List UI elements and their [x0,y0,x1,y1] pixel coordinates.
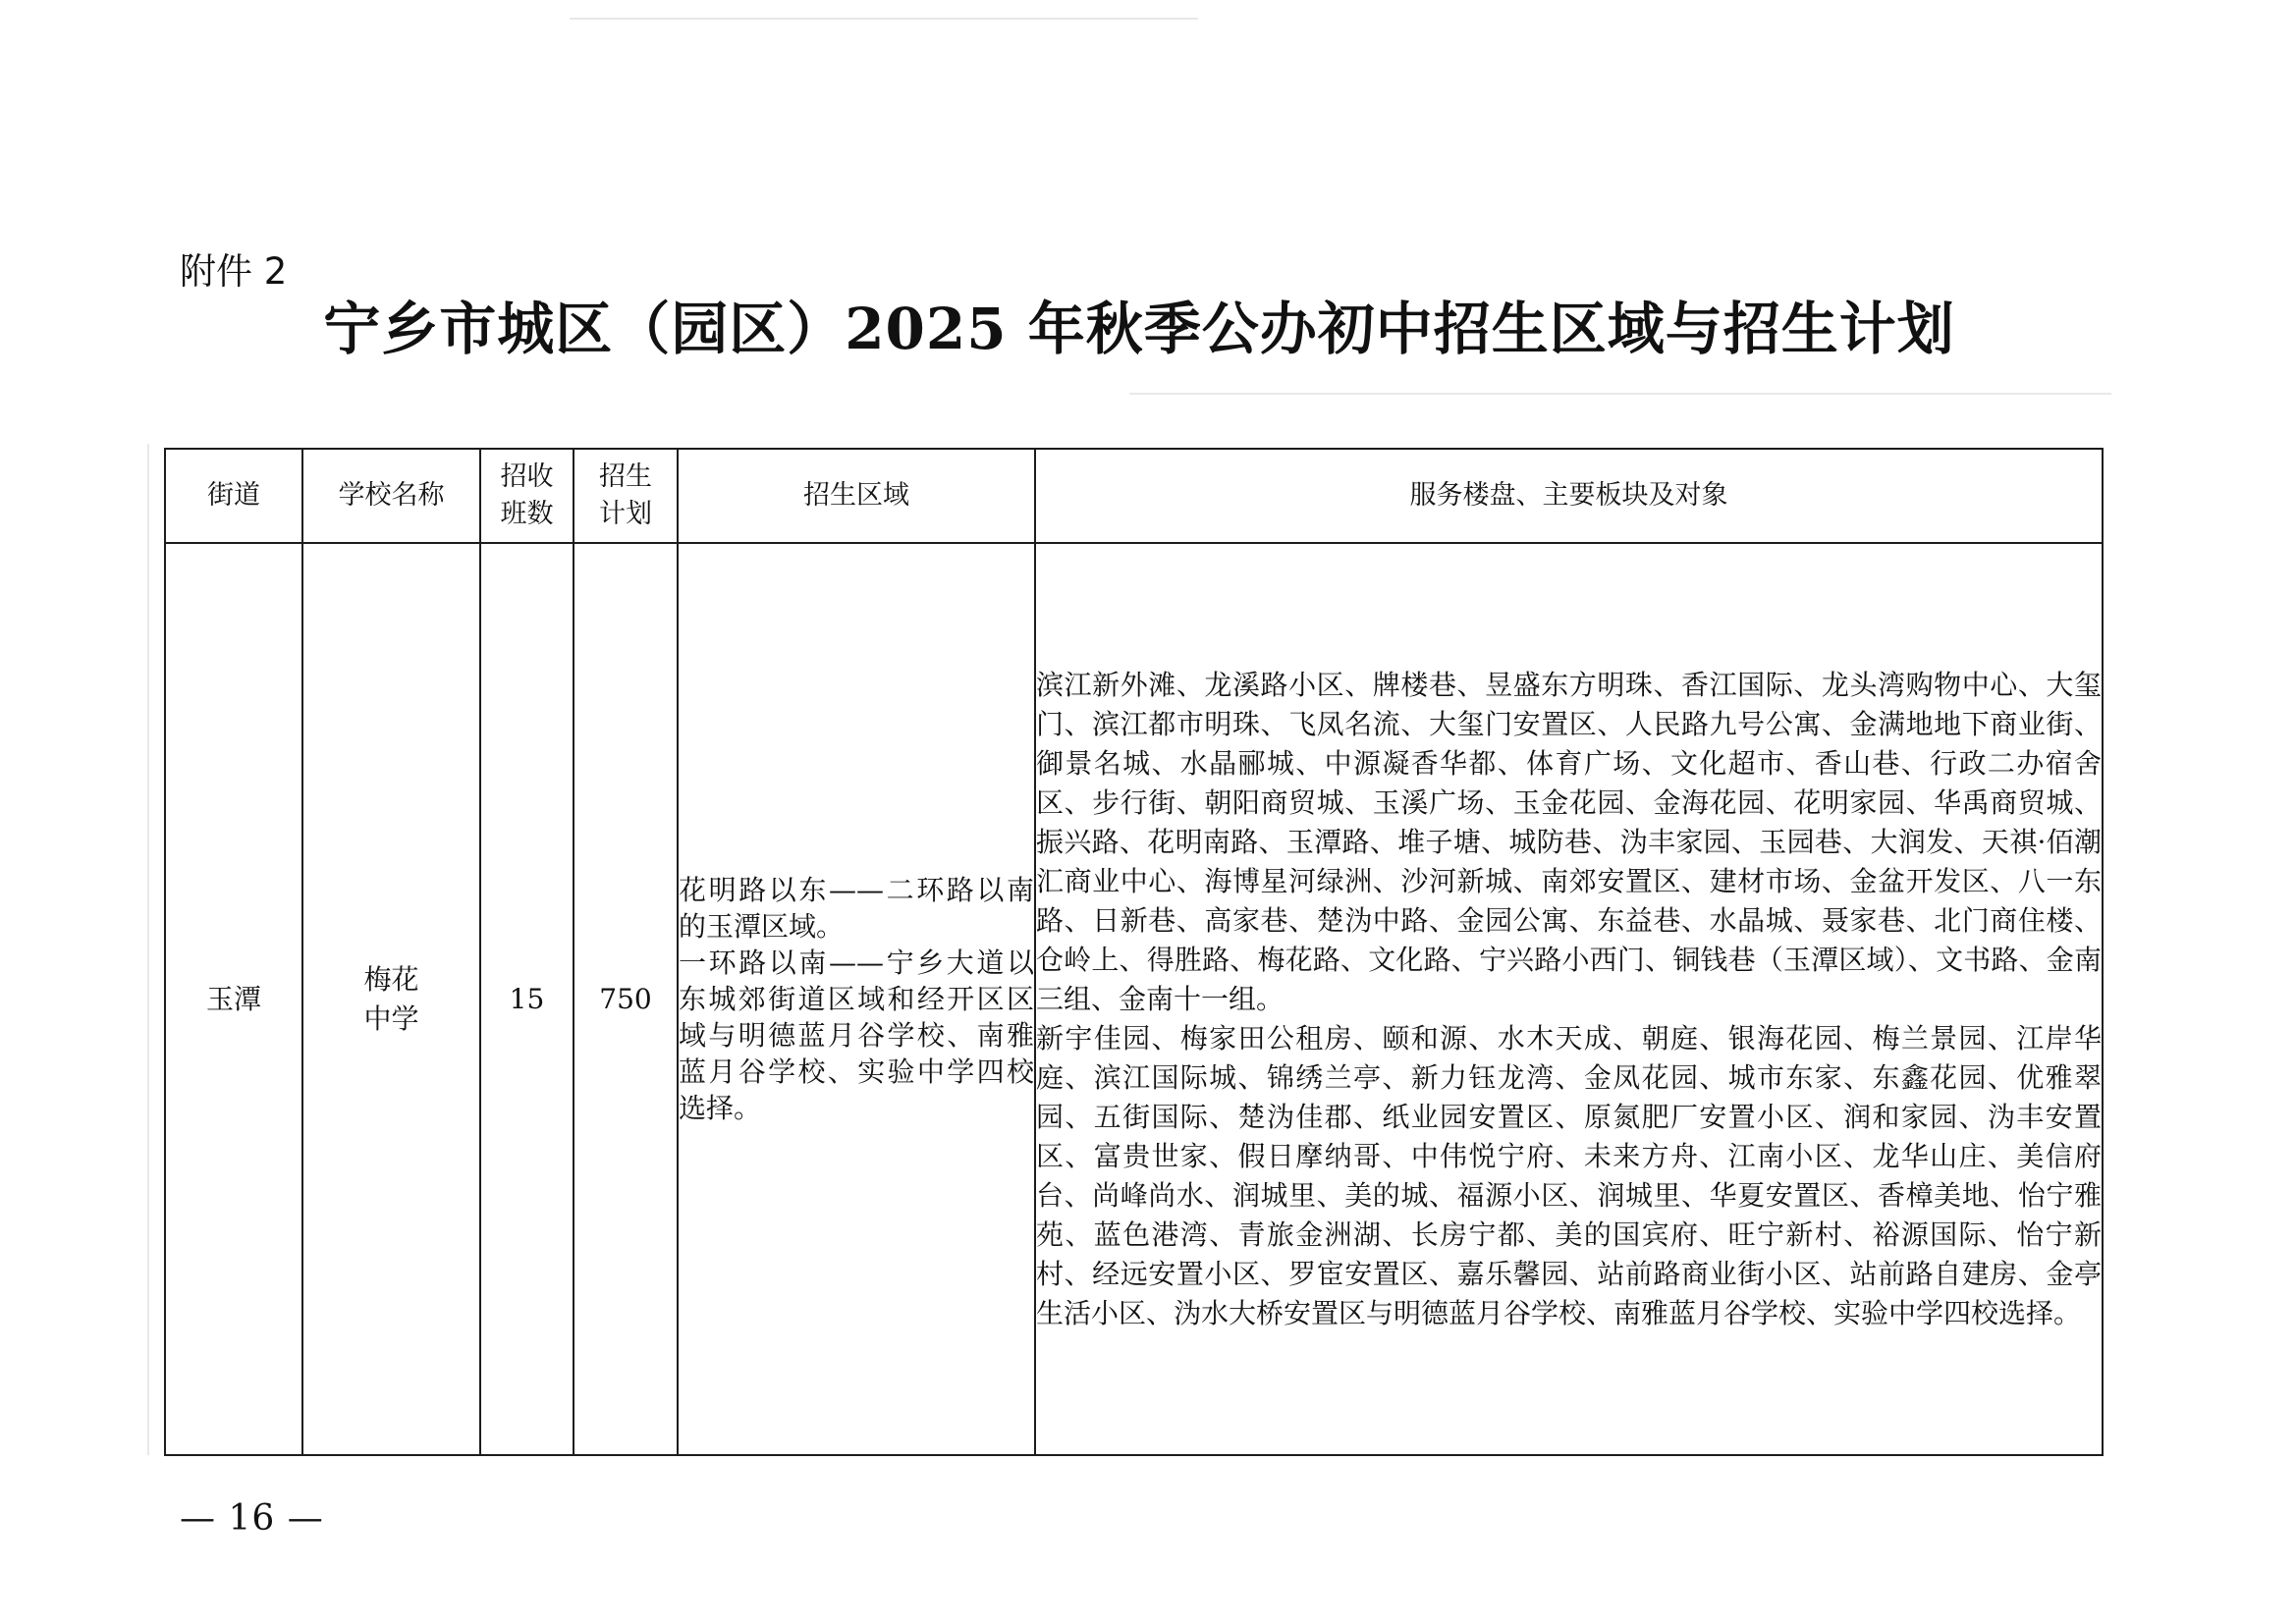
document-title: 宁乡市城区（园区）2025 年秋季公办初中招生区域与招生计划 [323,296,1955,362]
header-school-name-label: 学校名称 [338,480,445,511]
cell-plan: 750 [574,543,678,1455]
enrollment-area-paragraph-1: 花明路以东——二环路以南的玉潭区域。 [679,874,1034,943]
header-service-area [1035,449,2103,543]
header-enrollment-area-label: 招生区域 [803,480,909,511]
header-plan [574,449,678,543]
header-plan-line1: 招生 [599,461,652,492]
header-street [165,449,302,543]
header-plan-line2: 计划 [599,499,652,529]
cell-street: 玉潭 [165,543,302,1455]
cell-service-area [1035,543,2103,1455]
header-classes-line2: 班数 [500,499,554,529]
service-area-paragraph-1: 滨江新外滩、龙溪路小区、牌楼巷、昱盛东方明珠、香江国际、龙头湾购物中心、大玺门、滨江都市明珠、飞凤名流、大玺门安置区、人民路九号公寓、金满地地下商业街、御景名城、水晶郦城、中源凝香华都、体育广场、文化超市、香山巷、行政二办宿舍区、步行街、朝阳商贸城、玉溪广场、玉金花园、金海花园、花明家园、华禹商贸城、振兴路、花明南路、玉潭路、堆子塘、城防巷、沩丰家园、玉园巷、大润发、天祺·佰潮汇商业中心、海博星河绿洲、沙河新城、南郊安置区、建材市场、金盆开发区、八一东路、日新巷、高家巷、楚沩中路、金园公寓、东益巷、水晶城、聂家巷、北门商住楼、仓岭上、得胜路、梅花路、文化路、宁兴路小西门、铜钱巷（玉潭区域）、文书路、金南三组、金南十一组。 [1036,668,2102,1015]
cell-enrollment-area [678,543,1035,1455]
header-street-label: 街道 [207,480,260,511]
bleed-through-line [1129,393,2111,395]
school-name-line1: 梅花 [363,962,419,996]
enrollment-area-paragraph-2: 一环路以南——宁乡大道以东城郊街道区域和经开区区域与明德蓝月谷学校、南雅蓝月谷学校、实验中学四校选择。 [679,947,1034,1124]
enrollment-plan-table [164,448,2104,1456]
bleed-through-line [570,18,1198,20]
table-header-row [165,449,2103,543]
header-school-name [302,449,480,543]
header-classes [480,449,574,543]
cell-school-name [302,543,480,1455]
service-area-paragraph-2: 新宇佳园、梅家田公租房、颐和源、水木天成、朝庭、银海花园、梅兰景园、江岸华庭、滨江国际城、锦绣兰亭、新力钰龙湾、金凤花园、城市东家、东鑫花园、优雅翠园、五街国际、楚沩佳郡、纸业园安置区、原氮肥厂安置小区、润和家园、沩丰安置区、富贵世家、假日摩纳哥、中伟悦宁府、未来方舟、江南小区、龙华山庄、美信府台、尚峰尚水、润城里、美的城、福源小区、润城里、华夏安置区、香樟美地、怡宁雅苑、蓝色港湾、青旅金洲湖、长房宁都、美的国宾府、旺宁新村、裕源国际、怡宁新村、经远安置小区、罗宦安置区、嘉乐馨园、站前路商业街小区、站前路自建房、金亭生活小区、沩水大桥安置区与明德蓝月谷学校、南雅蓝月谷学校、实验中学四校选择。 [1036,1021,2102,1329]
header-enrollment-area [678,449,1035,543]
header-service-area-label: 服务楼盘、主要板块及对象 [1409,480,1728,511]
school-name-line2: 中学 [363,1001,419,1035]
cell-classes: 15 [480,543,574,1455]
table-row [165,543,2103,1455]
header-classes-line1: 招收 [500,461,554,492]
bleed-through-line [147,444,149,1455]
attachment-label: 附件 2 [180,250,288,293]
page-number: — 16 — [180,1498,324,1539]
